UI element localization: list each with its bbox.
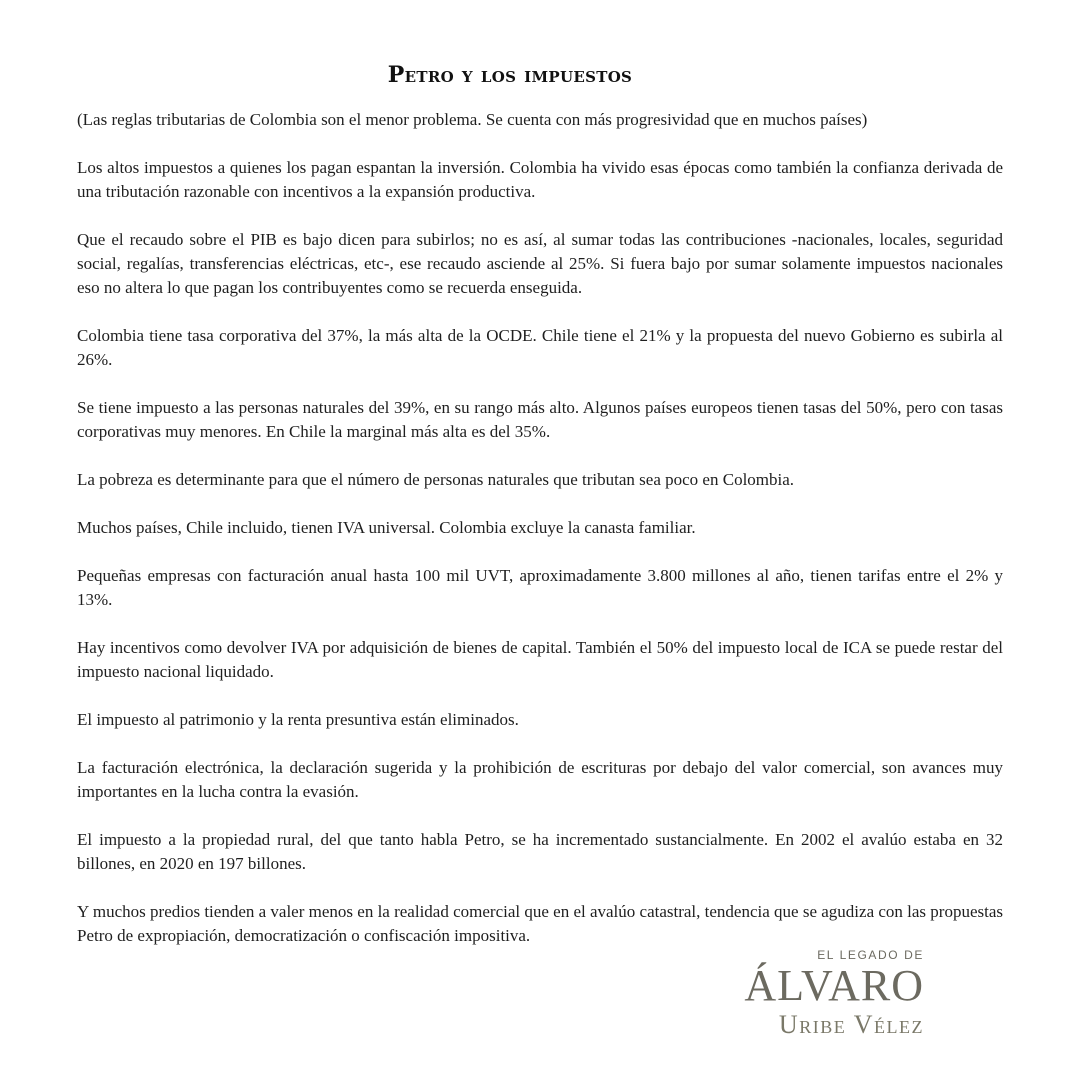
logo-line-name: ÁLVARO [744, 961, 924, 1010]
logo-line-surname: Uribe Vélez [778, 1010, 924, 1039]
paragraph: Y muchos predios tienden a valer menos en la realidad comercial que en el avalúo catastral, tendencia que se agudiza con las propuestas Petro de expropiación, democratización o confiscación impositiva. [77, 902, 1003, 945]
document-title: Petro y los impuestos [387, 62, 633, 88]
paragraph-subtitle: (Las reglas tributarias de Colombia son el menor problema. Se cuenta con más progresividad que en muchos países) [77, 110, 868, 129]
paragraph: Hay incentivos como devolver IVA por adquisición de bienes de capital. También el 50% del impuesto local de ICA se puede restar del impuesto nacional liquidado. [77, 638, 1003, 681]
logo-line-small: EL LEGADO DE [817, 948, 924, 962]
paragraph: Se tiene impuesto a las personas naturales del 39%, en su rango más alto. Algunos países europeos tienen tasas del 50%, pero con tasas corporativas muy menores. En Chile la marginal más alta es del 35%. [77, 398, 1003, 441]
paragraph: El impuesto a la propiedad rural, del que tanto habla Petro, se ha incrementado sustancialmente. En 2002 el avalúo estaba en 32 billones, en 2020 en 197 billones. [77, 830, 1003, 873]
paragraph: Que el recaudo sobre el PIB es bajo dicen para subirlos; no es así, al sumar todas las contribuciones -nacionales, locales, seguridad social, regalías, transferencias eléctricas, etc-, ese recaudo asciende al 25%. Si fuera bajo por sumar solamente impuestos nacionales eso no altera lo que pagan los contribuyentes como se recuerda enseguida. [77, 230, 1003, 297]
paragraph: El impuesto al patrimonio y la renta presuntiva están eliminados. [77, 710, 519, 729]
paragraph: Los altos impuestos a quienes los pagan espantan la inversión. Colombia ha vivido esas épocas como también la confianza derivada de una tributación razonable con incentivos a la expansión productiva. [77, 158, 1003, 201]
paragraph: La pobreza es determinante para que el número de personas naturales que tributan sea poco en Colombia. [77, 470, 795, 489]
paragraph: Colombia tiene tasa corporativa del 37%, la más alta de la OCDE. Chile tiene el 21% y la propuesta del nuevo Gobierno es subirla al 26%. [77, 326, 1003, 369]
paragraph: La facturación electrónica, la declaración sugerida y la prohibición de escrituras por debajo del valor comercial, son avances muy importantes en la lucha contra la evasión. [77, 758, 1003, 801]
document-body [77, 108, 1003, 972]
paragraph: Muchos países, Chile incluido, tienen IVA universal. Colombia excluye la canasta familiar. [77, 518, 696, 537]
paragraph: Pequeñas empresas con facturación anual hasta 100 mil UVT, aproximadamente 3.800 millones al año, tienen tarifas entre el 2% y 13%. [77, 566, 1003, 609]
legacy-logo [744, 948, 924, 1040]
